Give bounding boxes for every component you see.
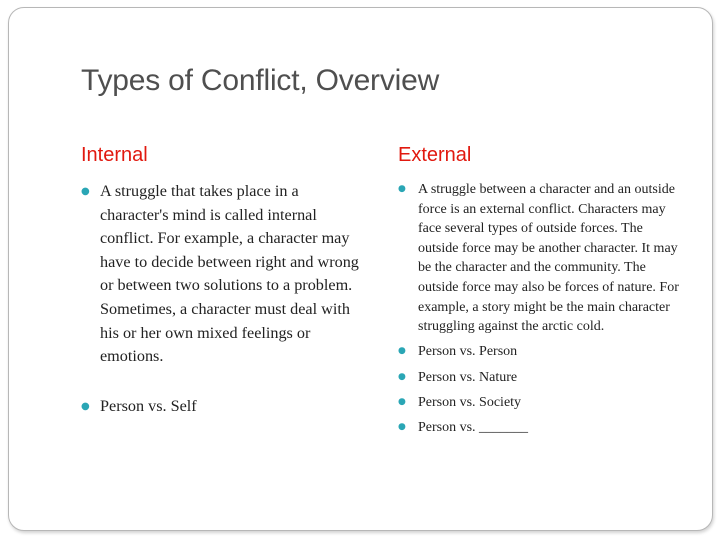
bullet-text: Person vs. Self: [100, 396, 197, 415]
circle-bullet-icon: ●: [398, 421, 406, 432]
slide-title: Types of Conflict, Overview: [81, 64, 440, 97]
bullet-text: Person vs. Person: [418, 344, 518, 360]
external-heading: External: [398, 144, 472, 166]
circle-bullet-icon: ●: [81, 186, 90, 197]
circle-bullet-icon: ●: [398, 396, 406, 407]
list-item: [398, 180, 683, 337]
circle-bullet-icon: ●: [398, 371, 406, 382]
bullet-text: Person vs. _______: [418, 419, 529, 435]
internal-heading: Internal: [81, 144, 148, 166]
list-item: [398, 393, 683, 413]
bullet-text: A struggle that takes place in a character's mind is called internal conflict. For example, a character may have to decide between right and wrong or between two solutions to a problem. Sometimes, a character must deal with his or her own mixed feelings or emotions.: [100, 182, 359, 366]
external-column: [398, 180, 683, 443]
list-item: [81, 180, 364, 369]
bullet-text: A struggle between a character and an outside force is an external conflict. Characters may face several types of outside forces. The outside force may be another character. It may be the character and the community. The outside force may also be forces of nature. For example, a story might be the main character struggling against the arctic cold.: [418, 182, 679, 335]
list-item: [398, 368, 683, 388]
bullet-text: Person vs. Society: [418, 394, 522, 410]
list-item: [398, 418, 683, 438]
bullet-text: Person vs. Nature: [418, 369, 518, 385]
external-bullet-list: [398, 180, 683, 438]
internal-column: [81, 180, 364, 418]
circle-bullet-icon: ●: [81, 400, 90, 412]
circle-bullet-icon: ●: [398, 184, 406, 194]
circle-bullet-icon: ●: [398, 346, 406, 357]
list-item: [81, 395, 364, 419]
internal-bullet-list: [81, 180, 364, 418]
list-item: [398, 342, 683, 362]
